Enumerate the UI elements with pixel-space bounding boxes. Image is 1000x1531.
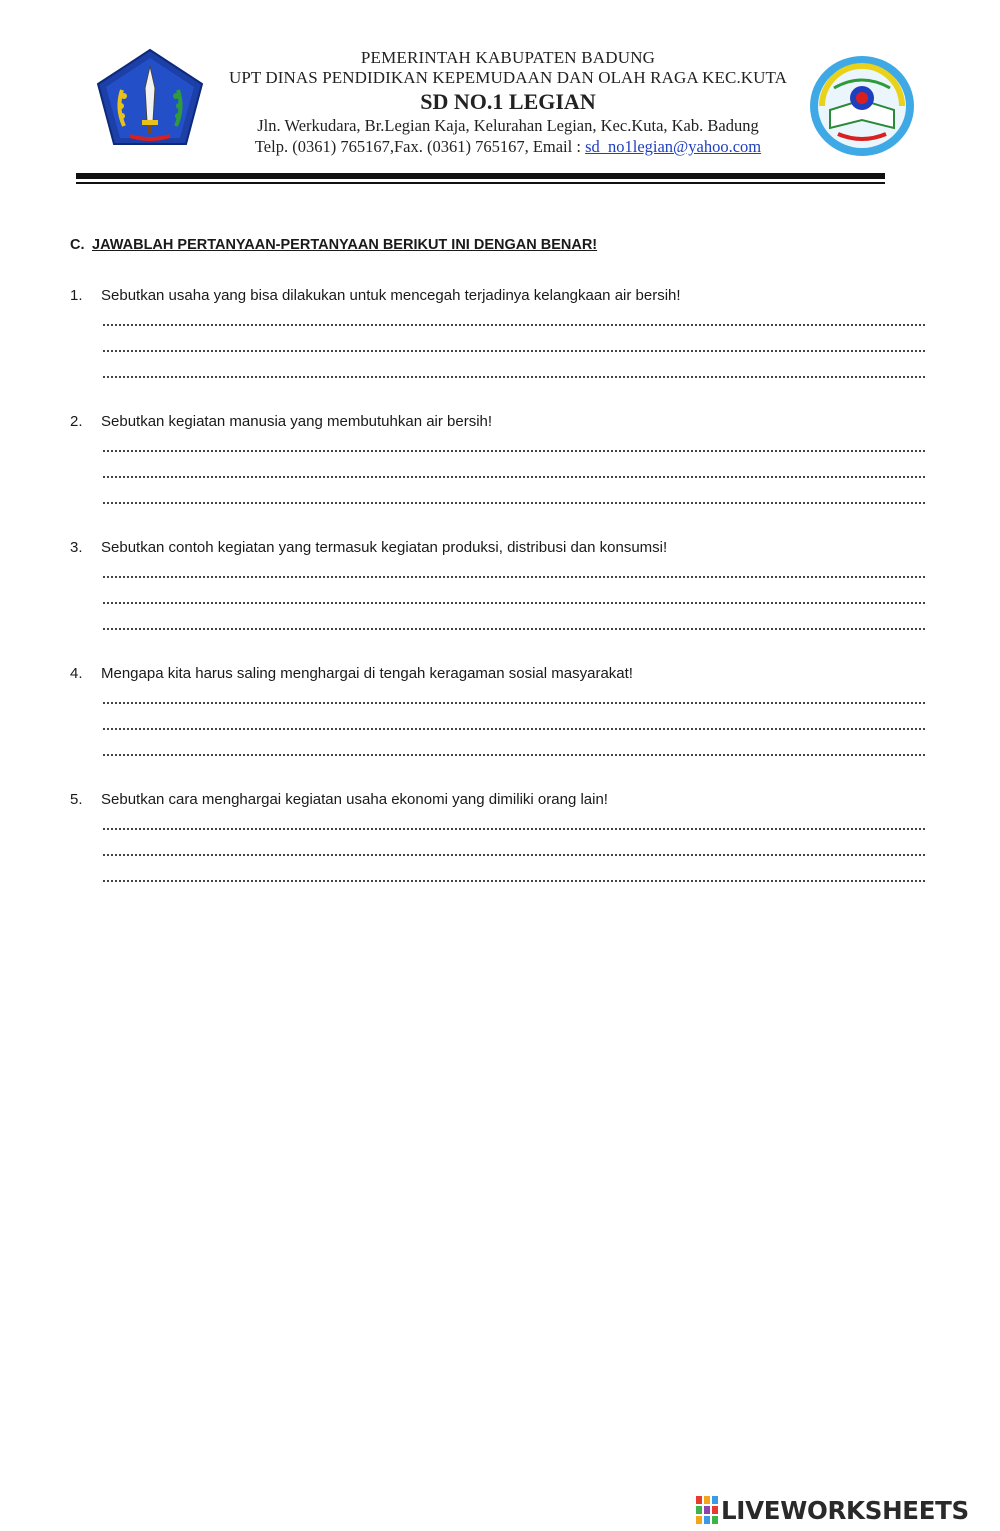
answer-line[interactable]: [103, 854, 925, 856]
answer-line[interactable]: [103, 324, 925, 326]
department-name: UPT DINAS PENDIDIKAN KEPEMUDAAN DAN OLAH RAGA KEC.KUTA: [228, 68, 788, 87]
section-title: JAWABLAH PERTANYAAN-PERTANYAAN BERIKUT INI DENGAN BENAR!: [92, 237, 598, 253]
liveworksheets-brand[interactable]: [696, 1494, 969, 1526]
answer-line[interactable]: [103, 702, 925, 704]
answer-line[interactable]: [103, 350, 925, 352]
answer-line[interactable]: [103, 576, 925, 578]
question-number: 5.: [70, 791, 83, 808]
section-letter: C.: [70, 237, 85, 253]
answer-line[interactable]: [103, 502, 925, 504]
header-divider-thin: [76, 182, 885, 184]
question-number: 3.: [70, 539, 83, 556]
question-text: Sebutkan contoh kegiatan yang termasuk kegiatan produksi, distribusi dan konsumsi!: [101, 539, 668, 556]
question-number: 4.: [70, 665, 83, 682]
answer-line[interactable]: [103, 450, 925, 452]
school-address: Jln. Werkudara, Br.Legian Kaja, Kelurahan Legian, Kec.Kuta, Kab. Badung: [257, 116, 759, 135]
badung-regency-emblem-icon: [94, 48, 206, 148]
question-text: Sebutkan cara menghargai kegiatan usaha ekonomi yang dimiliki orang lain!: [101, 791, 608, 808]
question-item: [70, 538, 930, 664]
letterhead-text: [200, 48, 816, 157]
letterhead: [0, 0, 1000, 200]
email-link[interactable]: sd_no1legian@yahoo.com: [585, 137, 762, 156]
question-number: 2.: [70, 413, 83, 430]
contact-prefix: Telp. (0361) 765167,Fax. (0361) 765167, Email :: [254, 137, 586, 156]
header-divider-thick: [76, 173, 885, 179]
answer-line[interactable]: [103, 754, 925, 756]
answer-line[interactable]: [103, 602, 925, 604]
answer-line[interactable]: [103, 476, 925, 478]
answer-line[interactable]: [103, 628, 925, 630]
question-number: 1.: [70, 287, 83, 304]
question-item: [70, 286, 930, 412]
question-item: [70, 412, 930, 538]
question-text: Sebutkan kegiatan manusia yang membutuhkan air bersih!: [101, 413, 493, 430]
question-item: [70, 664, 930, 790]
answer-line[interactable]: [103, 728, 925, 730]
answer-line[interactable]: [103, 376, 925, 378]
school-contact: [200, 136, 816, 157]
question-text: Sebutkan usaha yang bisa dilakukan untuk mencegah terjadinya kelangkaan air bersih!: [101, 287, 681, 304]
brand-name: LIVEWORKSHEETS: [721, 1495, 969, 1525]
answer-line[interactable]: [103, 880, 925, 882]
liveworksheets-logo-icon: [696, 1496, 718, 1524]
question-text: Mengapa kita harus saling menghargai di tengah keragaman sosial masyarakat!: [101, 665, 633, 682]
question-list: [70, 286, 930, 916]
school-emblem-icon: [808, 54, 916, 158]
question-item: [70, 790, 930, 916]
section-heading: [70, 237, 597, 253]
school-name: SD NO.1 LEGIAN: [420, 89, 596, 114]
answer-line[interactable]: [103, 828, 925, 830]
government-name: PEMERINTAH KABUPATEN BADUNG: [360, 48, 656, 67]
